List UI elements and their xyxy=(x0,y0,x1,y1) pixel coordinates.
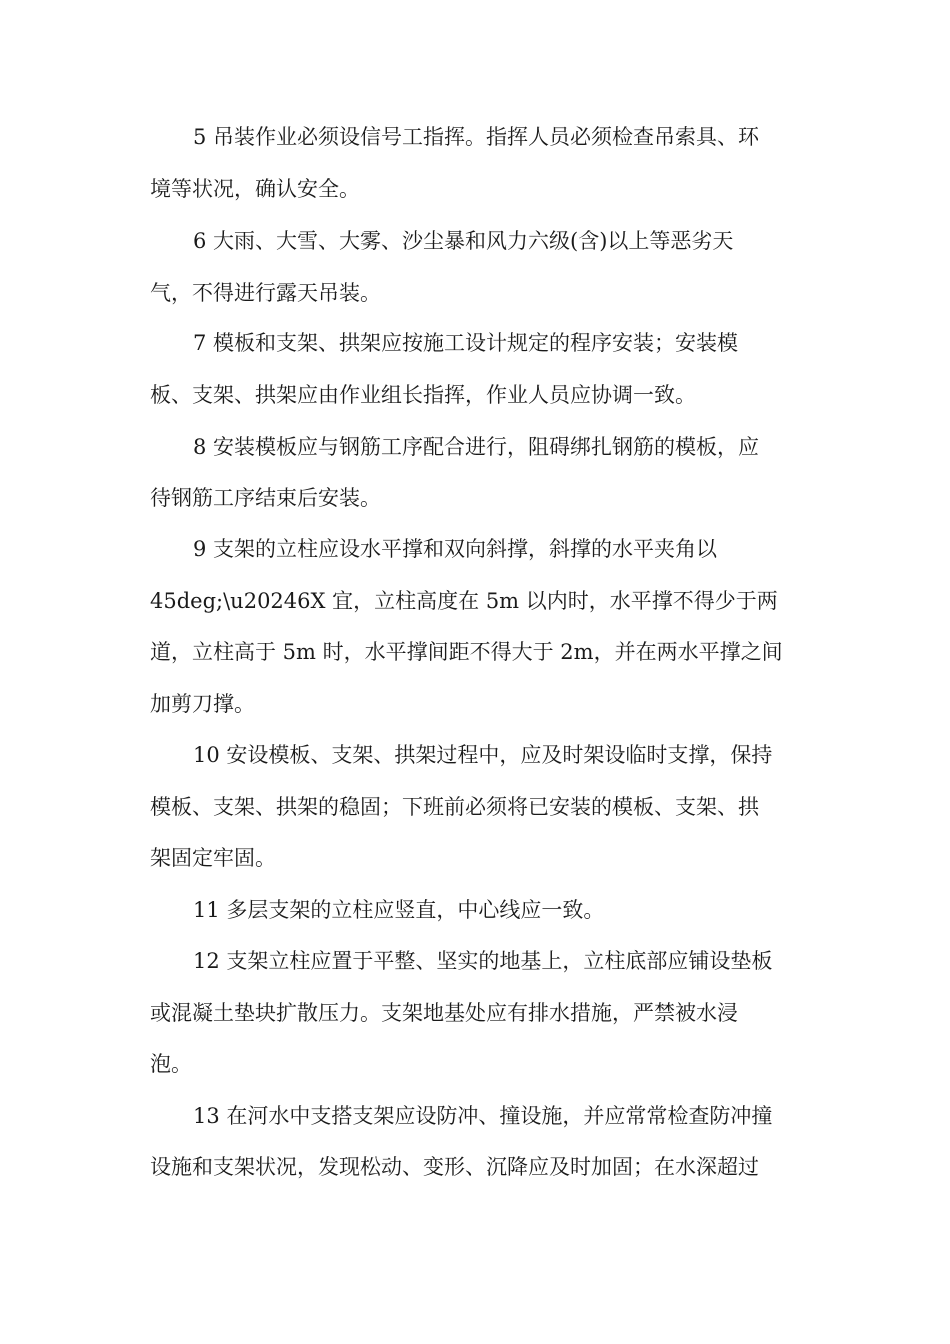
paragraph-13-line-2: 设施和支架状况，发现松动、变形、沉降应及时加固；在水深超过 xyxy=(150,1155,759,1179)
paragraph-7-line-2: 板、支架、拱架应由作业组长指挥，作业人员应协调一致。 xyxy=(150,383,696,407)
paragraph-11-line-1: 11 多层支架的立柱应竖直，中心线应一致。 xyxy=(193,898,605,922)
paragraph-6-line-2: 气，不得进行露天吊装。 xyxy=(150,281,381,305)
paragraph-6-line-1: 6 大雨、大雪、大雾、沙尘暴和风力六级(含)以上等恶劣天 xyxy=(193,229,734,253)
paragraph-5-line-1: 5 吊装作业必须设信号工指挥。指挥人员必须检查吊索具、环 xyxy=(193,125,760,149)
paragraph-8-line-2: 待钢筋工序结束后安装。 xyxy=(150,486,381,510)
paragraph-12-line-2: 或混凝土垫块扩散压力。支架地基处应有排水措施，严禁被水浸 xyxy=(150,1001,738,1025)
paragraph-10-line-2: 模板、支架、拱架的稳固；下班前必须将已安装的模板、支架、拱 xyxy=(150,795,759,819)
paragraph-9-line-4: 加剪刀撑。 xyxy=(150,692,255,716)
paragraph-5-line-2: 境等状况，确认安全。 xyxy=(150,177,360,201)
paragraph-7-line-1: 7 模板和支架、拱架应按施工设计规定的程序安装；安装模 xyxy=(193,331,739,355)
paragraph-8-line-1: 8 安装模板应与钢筋工序配合进行，阻碍绑扎钢筋的模板，应 xyxy=(193,435,760,459)
paragraph-10-line-3: 架固定牢固。 xyxy=(150,846,276,870)
paragraph-9-line-2: 45deg;\u20246X 宜，立柱高度在 5m 以内时，水平撑不得少于两 xyxy=(150,589,778,613)
paragraph-9-line-3: 道，立柱高于 5m 时，水平撑间距不得大于 2m，并在两水平撑之间 xyxy=(150,640,783,664)
paragraph-10-line-1: 10 安设模板、支架、拱架过程中，应及时架设临时支撑，保持 xyxy=(193,743,773,767)
paragraph-9-line-1: 9 支架的立柱应设水平撑和双向斜撑，斜撑的水平夹角以 xyxy=(193,537,718,561)
paragraph-12-line-3: 泡。 xyxy=(150,1052,192,1076)
paragraph-12-line-1: 12 支架立柱应置于平整、坚实的地基上，立柱底部应铺设垫板 xyxy=(193,949,773,973)
paragraph-13-line-1: 13 在河水中支搭支架应设防冲、撞设施，并应常常检查防冲撞 xyxy=(193,1104,773,1128)
